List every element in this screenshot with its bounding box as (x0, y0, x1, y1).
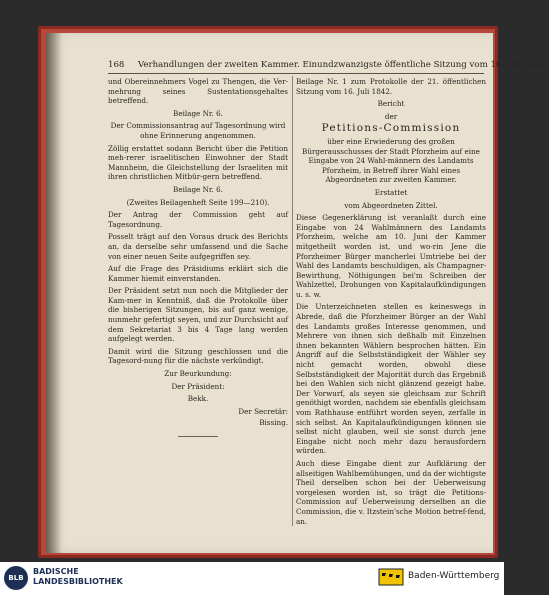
end-rule (178, 436, 218, 437)
left-column-paragraph: und Obereinnehmers Vogel zu Thengen, die Ver-mehrung seines Sustentationsgehaltes betreffend. (108, 77, 288, 106)
left-column-paragraph: Beilage Nr. 6. (173, 184, 223, 194)
right-column (296, 77, 486, 529)
left-column-paragraph: Auf die Frage des Präsidiums erklärt sich die Kammer hiemit einverstanden. (108, 264, 288, 283)
library-name-line1: BADISCHE (33, 567, 79, 576)
right-column-paragraph: Beilage Nr. 1 zum Protokolle der 21. öffentlichen Sitzung vom 16. Juli 1842. (296, 77, 486, 96)
right-column-paragraph: Bericht (377, 99, 405, 109)
right-column-paragraph: Die Unterzeichneten stellen es keineswegs in Abrede, daß die Pforzheimer Bürger an der Wahl des Landamts großes Interesse genommen, und Mehrere von ihnen sich deßhalb mit Einzelnen ihnen bekannten Wählern besprochen hätten. Ein Angriff auf die Selbstständigkeit der Wähler sey nicht gemacht worden, obwohl diese Selbstständigkeit der Majorität durch das Ergebniß bei den Wahlen sich nicht glänzend gezeigt habe. Der Vorwurf, als seyen sie gleichsam zur Schrift genöthigt worden, nachdem sie ebenfalls gleichsam vom Rathhause entführt worden seyen, zerfalle in sich selbst. An Kapitalaufkündigungen können sie selbst nicht glauben, weil sie sonst durch jene Eingabe nicht noch mehr dazu herausfordern würden. (296, 302, 486, 456)
right-column-paragraph: Diese Gegenerklärung ist veranlaßt durch eine Eingabe von 24 Wahlmännern des Landamts Pforzheim, welche am 10. Juni der Kammer mitgetheilt worden ist, und wo-rin Jene die Pforzheimer Bürger mancherlei Umtriebe bei der Wahl des Landamts beschuldigen, als Champagner-Bewirthung, Nöthigungen bei'm Schreiben der Wahlzettel, Drohungen von Kapitalaufkündigungen u. s. w. (296, 213, 486, 299)
right-column-paragraph: Erstattet (374, 187, 408, 197)
header-rule (108, 73, 484, 74)
left-column-paragraph: Der Commissionsantrag auf Tagesordnung wird ohne Erinnerung angenommen. (110, 121, 286, 140)
left-column-paragraph: Bekk. (187, 394, 209, 404)
left-column-paragraph: Damit wird die Sitzung geschlossen und die Tagesord-nung für die nächste verkündigt. (108, 346, 288, 366)
state-name: Baden-Württemberg (408, 571, 500, 581)
library-name-line2: LANDESBIBLIOTHEK (33, 577, 123, 586)
left-column (108, 77, 288, 437)
column-divider (292, 76, 293, 526)
left-column-paragraph: Der Antrag der Commission geht auf Tagesordnung. (108, 210, 288, 229)
page-number: 168 (108, 60, 125, 70)
library-name (33, 567, 123, 587)
running-header (108, 60, 549, 74)
left-column-paragraph: (Zweites Beilagenheft Seite 199—210). (126, 197, 270, 207)
right-column-paragraph: Auch diese Eingabe dient zur Aufklärung der allseitigen Wahlbemühungen, und da der wichtigste Theil derselben schon bei der Ueberweisung vorgelesen worden ist, so trägt die Petitions-Commission auf Ueberweisung derselben an die Commission, die v. Itzstein'sche Motion betref-fend, an. (296, 458, 486, 526)
running-title: Verhandlungen der zweiten Kammer. Einundzwanzigste öffentliche Sitzung vom 16. Juli 1842. (138, 60, 549, 70)
left-column-paragraph: Zur Beurkundung: (164, 369, 232, 379)
right-column-paragraph: vom Abgeordneten Zittel. (344, 200, 438, 210)
left-column-paragraph: Bissing. (259, 418, 288, 428)
right-column-paragraph: über eine Erwiederung des großen Bürgerausschusses der Stadt Pforzheim auf eine Eingabe von 24 Wahl-männern des Landamts Pforzheim, in Betreff ihrer Wahl eines Abgeordneten zur zweiten Kammer. (302, 136, 480, 185)
lions-crest-icon (378, 568, 404, 586)
blb-logo-icon: BLB (4, 566, 28, 590)
page-gutter-shadow (46, 33, 62, 553)
left-column-paragraph: Der Präsident: (171, 381, 225, 391)
left-column-paragraph: Beilage Nr. 6. (173, 108, 223, 118)
right-column-paragraph: der (384, 111, 398, 121)
left-column-paragraph: Der Secretär: (238, 406, 288, 416)
left-column-paragraph: Zöllig erstattet sodann Bericht über die Petition meh-rerer israelitischen Einwohner der Stadt Mannheim, die Gleichstellung der Israeliten mit ihren christlichen Mitbür-gern betreffend. (108, 143, 288, 182)
right-column-paragraph: Petitions-Commission (321, 122, 461, 135)
left-column-paragraph: Der Präsident setzt nun noch die Mitglieder der Kam-mer in Kenntniß, daß die Protokolle über die bisherigen Sitzungen, bis auf ganz wenige, nunmehr gefertigt seyen, und zur Durchsicht auf dem Sekretariat 3 bis 4 Tage lang werden aufgelegt werden. (108, 286, 288, 344)
left-column-paragraph: Posselt trägt auf den Voraus druck des Berichts an, da derselbe sehr umfassend und die Sache von einer neuen Seite aufgegriffen sey. (108, 232, 288, 261)
